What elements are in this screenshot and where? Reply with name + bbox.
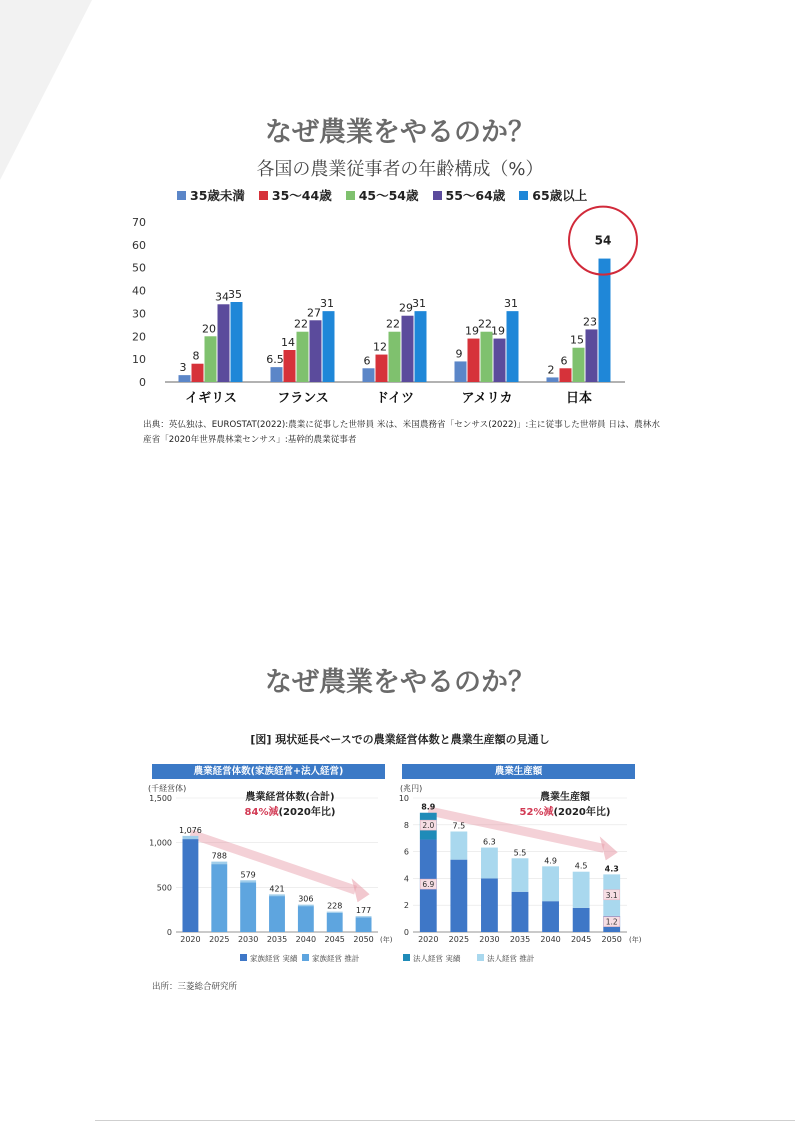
page-title-top: なぜ農業をやるのか？ bbox=[265, 117, 535, 148]
legend-swatch bbox=[519, 191, 528, 200]
data-label: 31 bbox=[320, 297, 334, 311]
legend-label: 45〜54歳 bbox=[358, 188, 419, 203]
paper-fold bbox=[0, 0, 92, 180]
legend-label: 35〜44歳 bbox=[271, 188, 332, 203]
chart1-source-note: 出典：英仏独は、EUROSTAT(2022):農業に従事した世帯員 米は、米国農務省「センサス(2022)」:主に従事した世帯員 日は、農林水産省「2020年世界農林業センサス」:基幹的農業従事者 bbox=[143, 420, 660, 445]
unit-label: (千経営体) bbox=[148, 784, 187, 793]
data-label: 6.5 bbox=[266, 353, 284, 367]
legend-swatch bbox=[177, 191, 186, 200]
stacked-bar-segment bbox=[182, 836, 198, 839]
bar bbox=[547, 377, 559, 382]
data-label: 6 bbox=[560, 354, 568, 368]
bar bbox=[205, 336, 217, 382]
legend-label: 35歳未満 bbox=[190, 188, 245, 203]
bar bbox=[297, 332, 309, 382]
bar bbox=[599, 259, 611, 382]
bar bbox=[415, 311, 427, 382]
data-label: 22 bbox=[386, 317, 400, 331]
bar bbox=[363, 368, 375, 382]
legend-swatch bbox=[477, 954, 484, 961]
annotation-change bbox=[520, 805, 611, 818]
legend-swatch bbox=[259, 191, 268, 200]
x-tick-label: 2040 bbox=[540, 935, 561, 944]
legend-label: 家族経営 推計 bbox=[312, 954, 360, 963]
page-bottom-rule bbox=[95, 1120, 795, 1121]
y-tick-label: 2 bbox=[403, 901, 409, 911]
total-label: 788 bbox=[211, 851, 227, 861]
data-label: 29 bbox=[399, 301, 413, 315]
legend-label: 65歳以上 bbox=[532, 188, 588, 203]
total-label: 421 bbox=[269, 884, 285, 894]
inner-label-2050-family: 1.2 bbox=[605, 917, 618, 927]
bar bbox=[507, 311, 519, 382]
y-tick-label: 0 bbox=[139, 376, 146, 389]
data-label: 35 bbox=[228, 288, 242, 301]
y-tick-label: 50 bbox=[132, 261, 146, 275]
stacked-bar-segment bbox=[450, 832, 467, 860]
total-label: 7.5 bbox=[452, 821, 466, 831]
data-label: 31 bbox=[412, 297, 426, 311]
y-tick-label: 10 bbox=[398, 794, 409, 803]
y-tick-label: 8 bbox=[403, 820, 409, 830]
annotation-title: 農業生産額 bbox=[540, 792, 590, 803]
legend-label: 法人経営 推計 bbox=[487, 954, 535, 963]
legend-label: 55〜64歳 bbox=[445, 188, 506, 203]
legend-swatch bbox=[403, 954, 410, 961]
legend-swatch bbox=[302, 954, 309, 961]
data-label: 34 bbox=[215, 290, 229, 304]
stacked-bar-segment bbox=[356, 917, 372, 932]
y-tick-label: 1,500 bbox=[149, 794, 172, 803]
bar bbox=[402, 316, 414, 382]
x-tick-label: 2025 bbox=[448, 935, 470, 944]
bar bbox=[192, 364, 204, 382]
stacked-bar-segment bbox=[240, 880, 256, 882]
production-value-chart bbox=[395, 782, 650, 972]
x-unit-label: (年) bbox=[629, 936, 642, 944]
stacked-bar-segment bbox=[512, 892, 529, 932]
data-label: 23 bbox=[583, 315, 597, 329]
y-tick-label: 20 bbox=[132, 330, 146, 344]
stacked-bar-segment bbox=[573, 872, 590, 908]
data-label: 22 bbox=[294, 317, 308, 331]
y-tick-label: 60 bbox=[132, 238, 146, 252]
annotation-change bbox=[245, 805, 336, 818]
inner-label-2020-corp: 2.0 bbox=[422, 821, 435, 831]
stacked-bar-segment bbox=[298, 906, 314, 932]
x-tick-label: 2035 bbox=[509, 935, 531, 944]
page-title-bottom: なぜ農業をやるのか？ bbox=[265, 667, 535, 698]
x-tick-label: 2030 bbox=[237, 935, 259, 944]
data-label: 15 bbox=[570, 333, 584, 347]
data-label: 3 bbox=[179, 361, 187, 375]
total-label: 579 bbox=[240, 870, 256, 880]
y-tick-label: 0 bbox=[403, 928, 409, 937]
x-tick-label: 2030 bbox=[479, 935, 500, 944]
data-label: 31 bbox=[504, 297, 518, 311]
data-label: 19 bbox=[465, 324, 479, 338]
stacked-bar-segment bbox=[481, 848, 498, 879]
x-tick-label: 2045 bbox=[570, 935, 592, 944]
total-label: 6.3 bbox=[483, 837, 496, 847]
inner-label-2020-family: 6.9 bbox=[422, 880, 435, 890]
stacked-bar-segment bbox=[211, 862, 227, 865]
unit-label: (兆円) bbox=[400, 784, 423, 793]
category-label: 日本 bbox=[565, 391, 593, 406]
stacked-bar-segment bbox=[327, 913, 343, 932]
stacked-bar-segment bbox=[182, 839, 198, 932]
bar bbox=[573, 348, 585, 382]
bar bbox=[586, 329, 598, 382]
total-label: 5.5 bbox=[513, 848, 527, 858]
right-panel-header: 農業生産額 bbox=[402, 764, 635, 779]
data-label: 54 bbox=[594, 233, 612, 248]
x-tick-label: 2045 bbox=[324, 935, 345, 944]
y-tick-label: 4 bbox=[403, 874, 409, 884]
bar bbox=[271, 367, 283, 382]
x-tick-label: 2050 bbox=[353, 935, 374, 944]
stacked-bar-segment bbox=[327, 912, 343, 913]
total-label: 228 bbox=[327, 901, 343, 911]
stacked-bar-segment bbox=[298, 905, 314, 906]
inner-label-2050-corp: 3.1 bbox=[605, 890, 618, 900]
total-label: 4.9 bbox=[544, 856, 557, 866]
category-label: イギリス bbox=[185, 391, 237, 406]
data-label: 19 bbox=[491, 324, 505, 338]
annotation-title: 農業経営体数(合計) bbox=[245, 792, 335, 803]
data-label: 9 bbox=[455, 347, 463, 361]
y-tick-label: 30 bbox=[132, 307, 146, 321]
stacked-bar-segment bbox=[573, 908, 590, 932]
annotation-base: (2020年比) bbox=[553, 807, 611, 818]
category-label: アメリカ bbox=[461, 391, 513, 406]
stacked-bar-segment bbox=[542, 866, 559, 901]
x-tick-label: 2050 bbox=[601, 935, 622, 944]
total-label: 177 bbox=[355, 906, 372, 916]
bar bbox=[231, 302, 243, 382]
total-label: 1,076 bbox=[178, 825, 202, 835]
stacked-bar-segment bbox=[356, 916, 372, 917]
legend-label: 家族経営 実績 bbox=[250, 954, 298, 963]
y-tick-label: 500 bbox=[156, 883, 172, 893]
age-composition-chart bbox=[120, 200, 640, 410]
bar bbox=[481, 332, 493, 382]
bar bbox=[455, 361, 467, 382]
y-tick-label: 0 bbox=[166, 928, 172, 937]
x-tick-label: 2035 bbox=[266, 935, 288, 944]
figure-source: 出所：三菱総合研究所 bbox=[152, 982, 238, 992]
legend-swatch bbox=[240, 954, 247, 961]
x-tick-label: 2040 bbox=[295, 935, 317, 944]
y-tick-label: 1,000 bbox=[149, 838, 172, 848]
y-tick-label: 70 bbox=[132, 216, 146, 229]
stacked-bar-segment bbox=[542, 901, 559, 932]
data-label: 22 bbox=[478, 317, 492, 331]
annotation-pct: 84%減 bbox=[244, 807, 279, 818]
data-label: 27 bbox=[307, 306, 321, 320]
x-tick-label: 2025 bbox=[209, 935, 230, 944]
farm-entities-chart bbox=[140, 782, 395, 972]
stacked-bar-segment bbox=[269, 894, 285, 896]
bar bbox=[494, 339, 506, 382]
data-label: 2 bbox=[547, 363, 555, 377]
y-tick-label: 40 bbox=[132, 284, 146, 298]
total-label: 8.9 bbox=[421, 802, 436, 812]
bar bbox=[218, 304, 230, 382]
bar bbox=[323, 311, 335, 382]
category-label: フランス bbox=[277, 391, 329, 406]
bar bbox=[468, 339, 480, 382]
legend-swatch bbox=[346, 191, 355, 200]
annotation-base: (2020年比) bbox=[278, 807, 336, 818]
data-label: 20 bbox=[202, 322, 216, 336]
stacked-bar-segment bbox=[269, 896, 285, 932]
stacked-bar-segment bbox=[512, 858, 529, 892]
y-tick-label: 6 bbox=[403, 847, 409, 857]
legend-swatch bbox=[433, 191, 442, 200]
stacked-bar-segment bbox=[240, 882, 256, 932]
stacked-bar-segment bbox=[481, 878, 498, 932]
x-tick-label: 2020 bbox=[180, 935, 201, 944]
bar bbox=[560, 368, 572, 382]
legend-label: 法人経営 実績 bbox=[413, 954, 461, 963]
category-label: ドイツ bbox=[375, 391, 415, 406]
bar bbox=[310, 320, 322, 382]
bar bbox=[284, 350, 296, 382]
x-tick-label: 2020 bbox=[418, 935, 439, 944]
data-label: 12 bbox=[373, 340, 387, 354]
chart1-title: 各国の農業従事者の年齢構成（%） bbox=[256, 159, 544, 180]
bar bbox=[376, 355, 388, 382]
data-label: 14 bbox=[281, 336, 295, 349]
figure-caption: [図] 現状延長ベースでの農業経営体数と農業生産額の見通し bbox=[250, 733, 550, 746]
total-label: 4.5 bbox=[574, 861, 588, 871]
y-tick-label: 10 bbox=[132, 353, 146, 367]
data-label: 6 bbox=[363, 354, 371, 368]
total-label: 306 bbox=[298, 894, 314, 904]
stacked-bar-segment bbox=[211, 864, 227, 932]
data-label: 8 bbox=[192, 349, 200, 363]
left-panel-header: 農業経営体数(家族経営+法人経営) bbox=[152, 764, 385, 779]
x-unit-label: (年) bbox=[380, 936, 393, 944]
annotation-pct: 52%減 bbox=[519, 807, 554, 818]
stacked-bar-segment bbox=[450, 860, 467, 932]
bar bbox=[389, 332, 401, 382]
total-label: 4.3 bbox=[604, 864, 619, 874]
bar bbox=[179, 375, 191, 382]
